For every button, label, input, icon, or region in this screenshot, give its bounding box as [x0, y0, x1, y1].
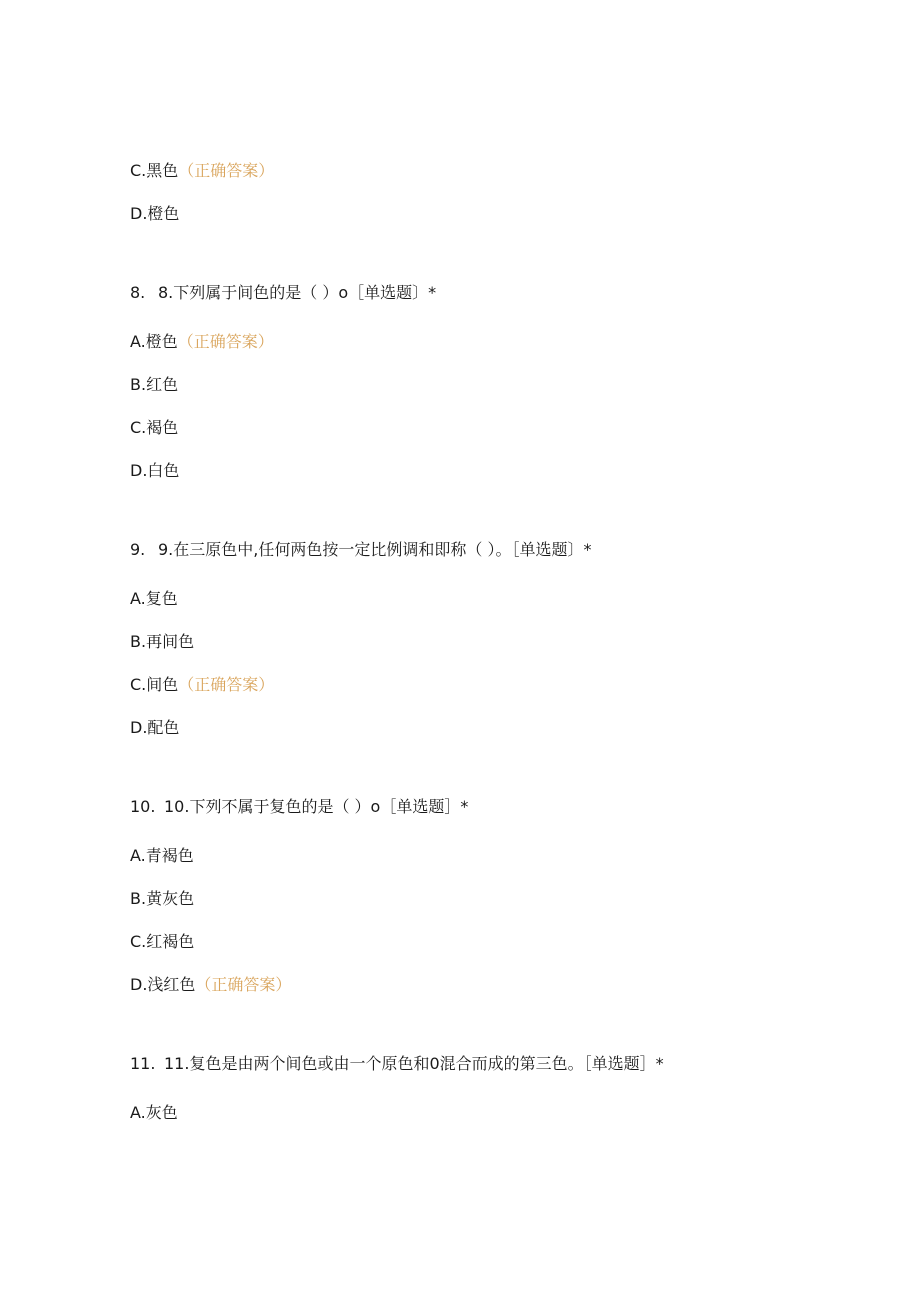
correct-answer-tag: （正确答案） [178, 161, 275, 180]
option-d-q10 [130, 974, 291, 996]
question-8 [130, 282, 436, 304]
question-text: 9.在三原色中,任何两色按一定比例调和即称（ ）。［单选题〕* [158, 540, 592, 559]
option-text: A.橙色 [130, 332, 178, 351]
option-a-q9 [130, 588, 178, 610]
question-text: 8.下列属于间色的是（ ）o［单选题〕* [158, 283, 437, 302]
question-number: 8. [130, 283, 146, 302]
option-b-q10 [130, 888, 194, 910]
option-c-q9 [130, 674, 274, 696]
question-number: 9. [130, 540, 146, 559]
option-c-q10 [130, 931, 194, 953]
question-11 [130, 1053, 664, 1075]
option-text: D.白色 [130, 461, 180, 480]
option-a-q11 [130, 1102, 178, 1124]
question-text: 10.下列不属于复色的是（ ）o［单选题］* [164, 797, 469, 816]
option-b-q8 [130, 374, 178, 396]
option-text: C.间色 [130, 675, 179, 694]
option-d-q8 [130, 460, 179, 482]
option-text: A.灰色 [130, 1103, 178, 1122]
option-a-q10 [130, 845, 194, 867]
option-text: D.配色 [130, 718, 180, 737]
question-10 [130, 796, 468, 818]
option-text: D.橙色 [130, 204, 180, 223]
correct-answer-tag: （正确答案） [195, 975, 292, 994]
option-text: D.浅红色 [130, 975, 196, 994]
question-number: 10. [130, 797, 156, 816]
option-c-q7 [130, 160, 274, 182]
option-text: A.复色 [130, 589, 178, 608]
option-text: B.再间色 [130, 632, 195, 651]
option-b-q9 [130, 631, 194, 653]
option-text: A.青褐色 [130, 846, 194, 865]
question-number: 11. [130, 1054, 156, 1073]
option-text: B.黄灰色 [130, 889, 195, 908]
option-text: C.黑色 [130, 161, 179, 180]
option-d-q9 [130, 717, 179, 739]
option-text: C.红褐色 [130, 932, 195, 951]
question-text: 11.复色是由两个间色或由一个原色和0混合而成的第三色。［单选题］* [164, 1054, 664, 1073]
option-text: B.红色 [130, 375, 179, 394]
option-text: C.褐色 [130, 418, 179, 437]
option-c-q8 [130, 417, 178, 439]
option-a-q8 [130, 331, 274, 353]
option-d-q7 [130, 203, 179, 225]
correct-answer-tag: （正确答案） [178, 675, 275, 694]
question-9 [130, 539, 591, 561]
correct-answer-tag: （正确答案） [177, 332, 274, 351]
